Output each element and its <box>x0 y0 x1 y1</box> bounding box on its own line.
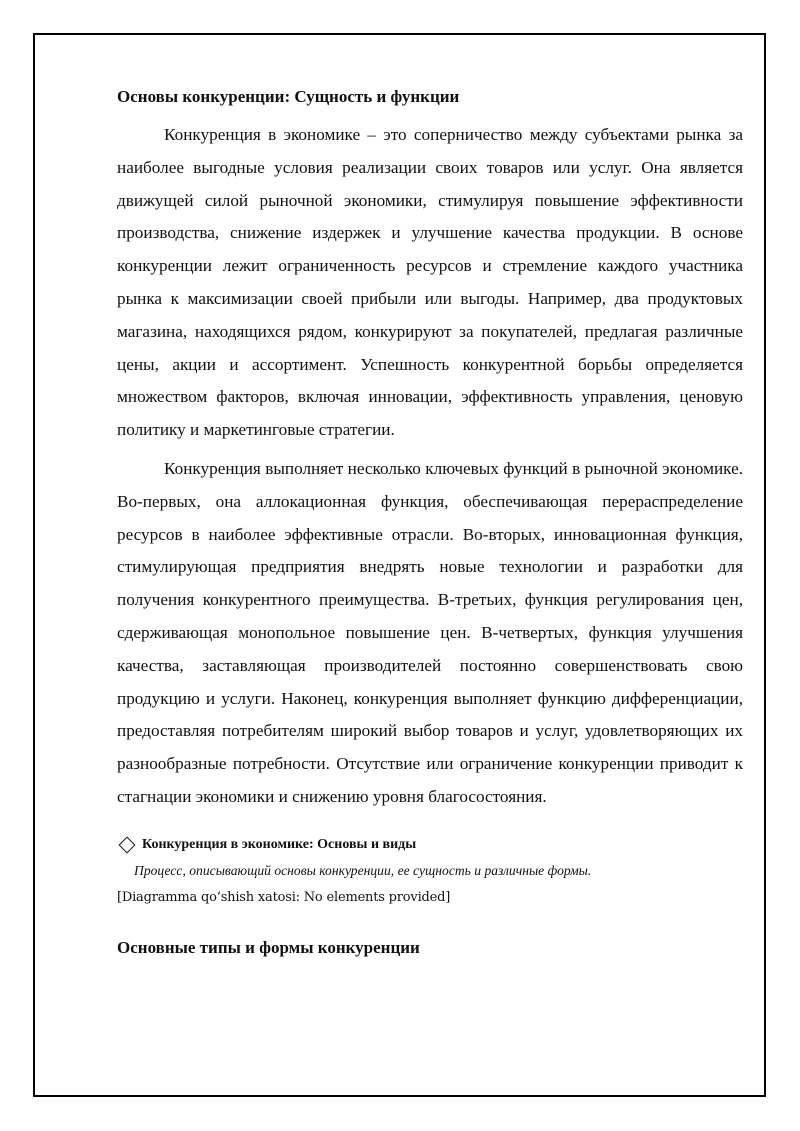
paragraph: Конкуренция в экономике – это соперничество между субъектами рынка за наиболее выгодные условия реализации своих товаров или услуг. Она является движущей силой рыночной экономики, стимулируя повышение эффективности производства, снижение издержек и улучшение качества продукции. В основе конкуренции лежит ограниченность ресурсов и стремление каждого участника рынка к максимизации своей прибыли или выгоды. Например, два продуктовых магазина, находящихся рядом, конкурируют за покупателей, предлагая различные цены, акции и ассортимент. Успешность конкурентной борьбы определяется множеством факторов, включая инновации, эффективность управления, ценовую политику и маркетинговые стратегии. <box>117 125 743 440</box>
diagram-error-message: [Diagramma qo‘shish xatosi: No elements provided] <box>117 889 451 905</box>
diagram-title: Конкуренция в экономике: Основы и виды <box>142 836 417 852</box>
diamond-icon <box>119 836 136 853</box>
diagram-description: Процесс, описывающий основы конкуренции, ее сущность и различные формы. <box>134 862 592 878</box>
paragraph: Конкуренция выполняет несколько ключевых функций в рыночной экономике. Во-первых, она аллокационная функция, обеспечивающая перераспределение ресурсов в наиболее эффективные отрасли. Во-вторых, инновационная функция, стимулирующая предприятия внедрять новые технологии и разработки для получения конкурентного преимущества. В-третьих, функция регулирования цен, сдерживающая монопольное повышение цен. В-четвертых, функция улучшения качества, заставляющая производителей постоянно совершенствовать свою продукцию и услуги. Наконец, конкуренция выполняет функцию дифференциации, предоставляя потребителям широкий выбор товаров и услуг, удовлетворяющих их разнообразные потребности. Отсутствие или ограничение конкуренции приводит к стагнации экономики и снижению уровня благосостояния. <box>117 458 743 806</box>
section-heading: Основы конкуренции: Сущность и функции <box>117 87 460 106</box>
diagram-caption <box>117 834 743 856</box>
section-heading: Основные типы и формы конкуренции <box>117 937 420 957</box>
document-body <box>117 85 743 960</box>
